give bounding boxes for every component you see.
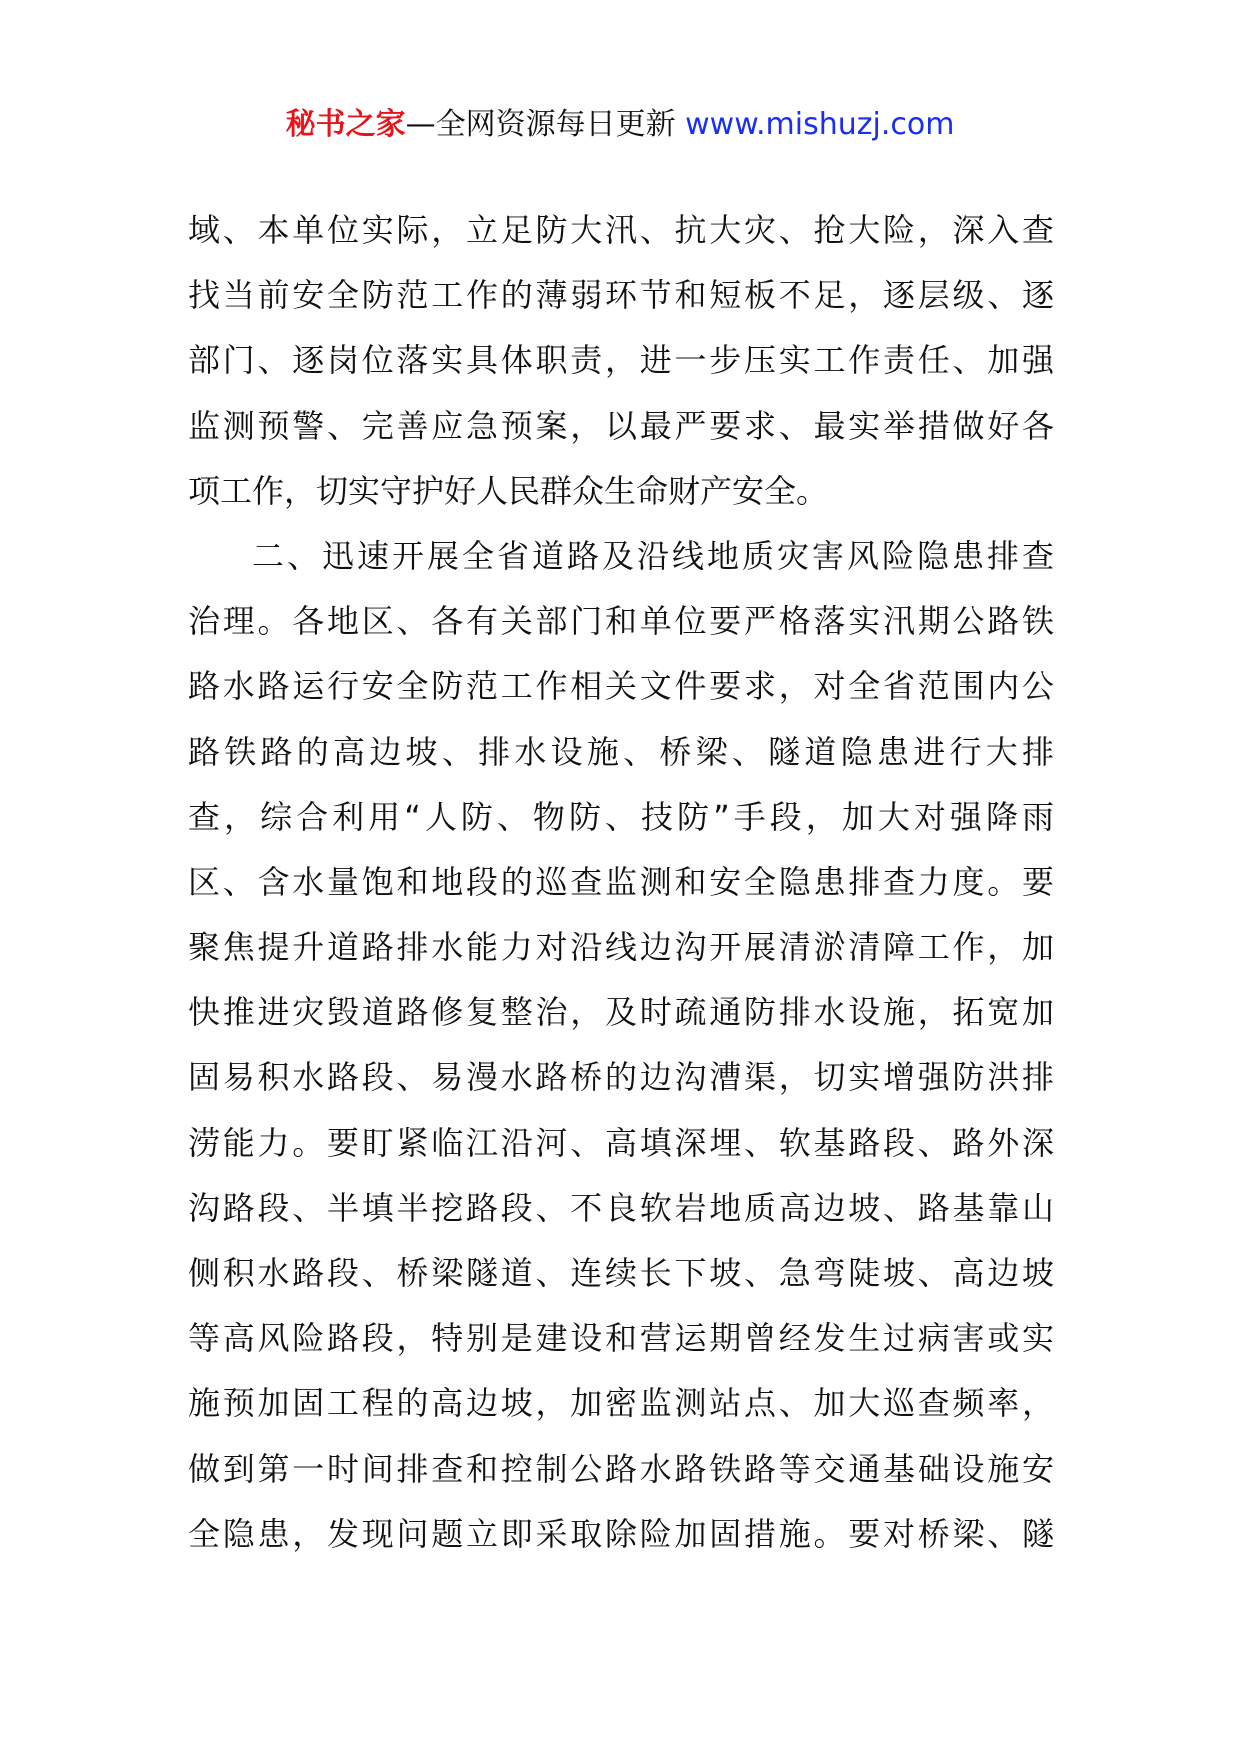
text-line: 沟路段、半填半挖路段、不良软岩地质高边坡、路基靠山 — [188, 1188, 1054, 1227]
text-line: 快推进灾毁道路修复整治，及时疏通防排水设施，拓宽加 — [188, 993, 1054, 1032]
text-line: 侧积水路段、桥梁隧道、连续长下坡、急弯陡坡、高边坡 — [188, 1254, 1054, 1292]
text-line: 监测预警、完善应急预案，以最严要求、最实举措做好各 — [188, 406, 1054, 445]
text-line: 项工作，切实守护好人民群众生命财产安全。 — [188, 471, 829, 510]
paragraph — [188, 524, 1054, 1567]
text-line: 治理。各地区、各有关部门和单位要严格落实汛期公路铁 — [188, 602, 1054, 641]
text-line: 聚焦提升道路排水能力对沿线边沟开展清淤清障工作，加 — [188, 928, 1054, 967]
text-line: 等高风险路段，特别是建设和营运期曾经发生过病害或实 — [188, 1319, 1054, 1358]
text-line: 固易积水路段、易漫水路桥的边沟漕渠，切实增强防洪排 — [188, 1058, 1054, 1097]
text-line: 找当前安全防范工作的薄弱环节和短板不足，逐层级、逐 — [188, 276, 1054, 315]
site-brand: 秘书之家 — [285, 107, 406, 142]
text-line: 施预加固工程的高边坡，加密监测站点、加大巡查频率， — [188, 1384, 1054, 1423]
site-tagline: —全网资源每日更新 — [405, 107, 686, 142]
text-line: 区、含水量饱和地段的巡查监测和安全隐患排查力度。要 — [188, 862, 1054, 901]
text-line: 查，综合利用“人防、物防、技防”手段，加大对强降雨 — [188, 797, 1054, 836]
text-line: 部门、逐岗位落实具体职责，进一步压实工作责任、加强 — [188, 341, 1054, 380]
paragraph — [188, 198, 1054, 524]
text-line: 全隐患，发现问题立即采取除险加固措施。要对桥梁、隧 — [188, 1514, 1054, 1553]
text-line: 路铁路的高边坡、排水设施、桥梁、隧道隐患进行大排 — [188, 732, 1054, 771]
text-line: 涝能力。要盯紧临江沿河、高填深埋、软基路段、路外深 — [188, 1123, 1054, 1162]
document-body — [188, 198, 1054, 1567]
text-line: 做到第一时间排查和控制公路水路铁路等交通基础设施安 — [188, 1449, 1054, 1488]
text-line: 二、迅速开展全省道路及沿线地质灾害风险隐患排查 — [252, 536, 1054, 575]
text-line: 路水路运行安全防范工作相关文件要求，对全省范围内公 — [188, 667, 1054, 706]
page-header — [0, 100, 1240, 150]
text-line: 域、本单位实际，立足防大汛、抗大灾、抢大险，深入查 — [188, 211, 1054, 249]
site-url-link[interactable]: www.mishuzj.com — [685, 107, 955, 142]
